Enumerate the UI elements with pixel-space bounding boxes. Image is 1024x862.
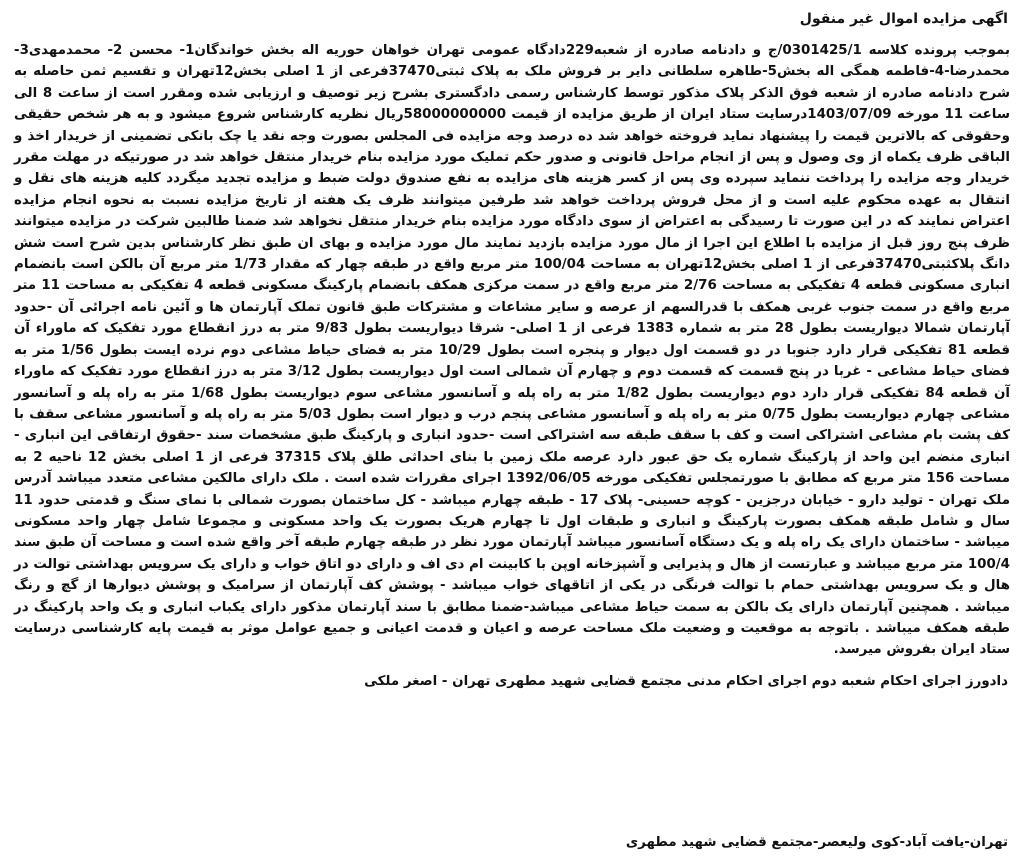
notice-body: بموجب پرونده کلاسه 0301425/1/ج و دادنامه صادره از شعبه229دادگاه عمومی تهران خواهان حوریه اله بخش خواندگان1- محسن 2- محمدمهدی3- محمدرضا-4-فاطمه همگی اله بخش5-طاهره سلطانی دایر بر فروش ملک به پلاک ثبتی37470فرعی از 1 اصلی بخش12تهران و تقسیم ثمن حاصله به شرح دادنامه صادره از شعبه فوق الذکر پلاک مذکور توسط کارشناس رسمی دادگستری بشرح زیر توصیف و ارزیابی شده ومقرر است از ساعت 8 الی ساعت 11 مورخه 1403/07/09درسایت ستاد ایران از طریق مزایده از قیمت 58000000000ریال نظریه کارشناس شروع میشود و به هر شخص حقیقی وحقوقی که بالاترین قیمت را پیشنهاد نماید فروخته خواهد شد ده درصد وجه مزایده فی المجلس بصورت وجه نقد یا چک بانکی تضمینی از خریدار اخذ و الباقی ظرف یکماه از وی وصول و پس از انجام مراحل قانونی و صدور حکم تملیک مورد مزایده بنام خریدار منتقل خواهد شد در صورتیکه در مهلت مقرر خریدار وجه مزایده را پرداخت ننماید سپرده وی پس از کسر هزینه های مزایده به نفع صندوق دولت ضبط و مزایده تجدید میگردد کلیه هزینه های نقل و انتقال به عهده محکوم علیه است و از محل فروش پرداخت خواهد شد طرفین میتوانند ظرف یک هفته از تاریخ مزایده نسبت به نحوه انجام مزایده اعتراض نمایند که در این صورت تا رسیدگی به اعتراض از سوی دادگاه مورد مزایده بنام خریدار منتقل نخواهد شد ضمنا طالبین شرکت در مزایده میتوانند ظرف پنج روز قبل از مزایده با اطلاع این اجرا از مال مورد مزایده بازدید نمایند مال مورد مزایده و بهای ان طبق نظر کارشناس بدین شرح است شش دانگ پلاکثبتی37470فرعی از 1 اصلی بخش12تهران به مساحت 100/04 متر مربع واقع در طبقه چهار که مقدار 1/73 متر مربع آن بالکن است بانضمام انباری مسکونی قطعه 4 تفکیکی به مساحت 2/76 متر مربع واقع در سمت مرکزی همکف بانضمام پارکینگ مسکونی قطعه 4 تفکیکی به مساحت 11 متر مربع واقع در سمت جنوب غربی همکف با قدرالسهم از عرصه و سایر مشاعات و مشترکات طبق قانون تملک آپارتمان ها و آئین نامه اجرائی آن -حدود آپارتمان شمالا دیواریست بطول 28 متر به شماره 1383 فرعی از 1 اصلی- شرقا دیواریست بطول 9/83 متر به درز انقطاع مورد تفکیک که ماوراء آن قطعه 81 تفکیکی قرار دارد جنوبا در دو قسمت اول دیوار و پنجره است بطول 10/29 متر به فضای حیاط مشاعی دوم نرده ایست بطول 1/56 متر به فضای حیاط مشاعی - غربا در پنج قسمت که قسمت دوم و چهارم آن شمالی است اول دیواریست بطول 3/12 متر به درز انقطاع مورد تفکیک که ماوراء آن قطعه 84 تفکیکی قرار دارد دوم دیواریست بطول 1/82 متر به راه پله و آسانسور مشاعی سوم دیواریست بطول 1/68 متر به راه پله و آسانسور مشاعی چهارم دیواریست بطول 0/75 متر به راه پله و آسانسور مشاعی پنجم درب و دیوار است بطول 5/03 متر به راه پله و آسانسور مشاعی سقف با کف پشت بام مشاعی اشتراکی است و کف با سقف طبقه سه اشتراکی است -حدود انباری و پارکینگ طبق مشخصات سند -حقوق ارتفاقی این انباری - انباری منضم این واحد از پارکینگ شماره یک حق عبور دارد عرصه ملک زمین با بنای احداثی طلق پلاک 37315 فرعی از 1 اصلی بخش 12 ناحیه 2 به مساحت 156 متر مربع که مطابق با صورتمجلس تفکیکی مورخه 1392/06/05 اجرای مقررات شده است . ملک دارای مالکین مشاعی متعدد میباشد آدرس ملک تهران - تولید دارو - خیابان درجزین - کوچه حسینی- پلاک 17 - طبقه چهارم میباشد - کل ساختمان بصورت شمالی با نمای سنگ و قدمتی حدود 11 سال و شامل طبقه همکف بصورت پارکینگ و انباری و طبقات اول تا چهارم هریک بصورت یک واحد مسکونی و مجموعا شامل چهار واحد مسکونی میباشد - ساختمان دارای یک راه پله و یک دستگاه آسانسور میباشد آپارتمان مورد نظر در طبقه چهارم طبقه آخر واقع شده است و مساحت آن طبق سند 100/4 متر مربع میباشد و عبارتست از هال و پذیرایی و آشپزخانه اوپن با کابینت ام دی اف و دارای دو اتاق خواب و دارای یک سرویس بهداشتی توالت در هال و یک سرویس بهداشتی حمام با توالت فرنگی در یکی از اتاقهای خواب میباشد - پوشش کف آپارتمان از سرامیک و پوشش دیوارها از گچ و رنگ میباشد . همچنین آپارتمان دارای یک بالکن به سمت حیاط مشاعی میباشد-ضمنا مطابق با سند آپارتمان مذکور دارای یکباب انباری و یک واحد پارکینگ در طبقه همکف میباشد . باتوجه به موقعیت و وضعیت ملک مساحت عرصه و اعیان و قدمت اعیانی و جمیع عوامل موثر به قیمت پایه کارشناسی درسایت ستاد ایران بفروش میرسد. [14, 43, 1011, 658]
notice-signature: دادورز اجرای احکام شعبه دوم اجرای احکام مدنی مجتمع قضایی شهید مطهری تهران - اصغر ملکی [364, 673, 1008, 689]
footer-address: تهران-یافت آباد-کوی ولیعصر-مجتمع قضایی شهید مطهری [625, 835, 1008, 850]
notice-title: اگهی مزایده اموال غیر منقول [799, 11, 1008, 27]
